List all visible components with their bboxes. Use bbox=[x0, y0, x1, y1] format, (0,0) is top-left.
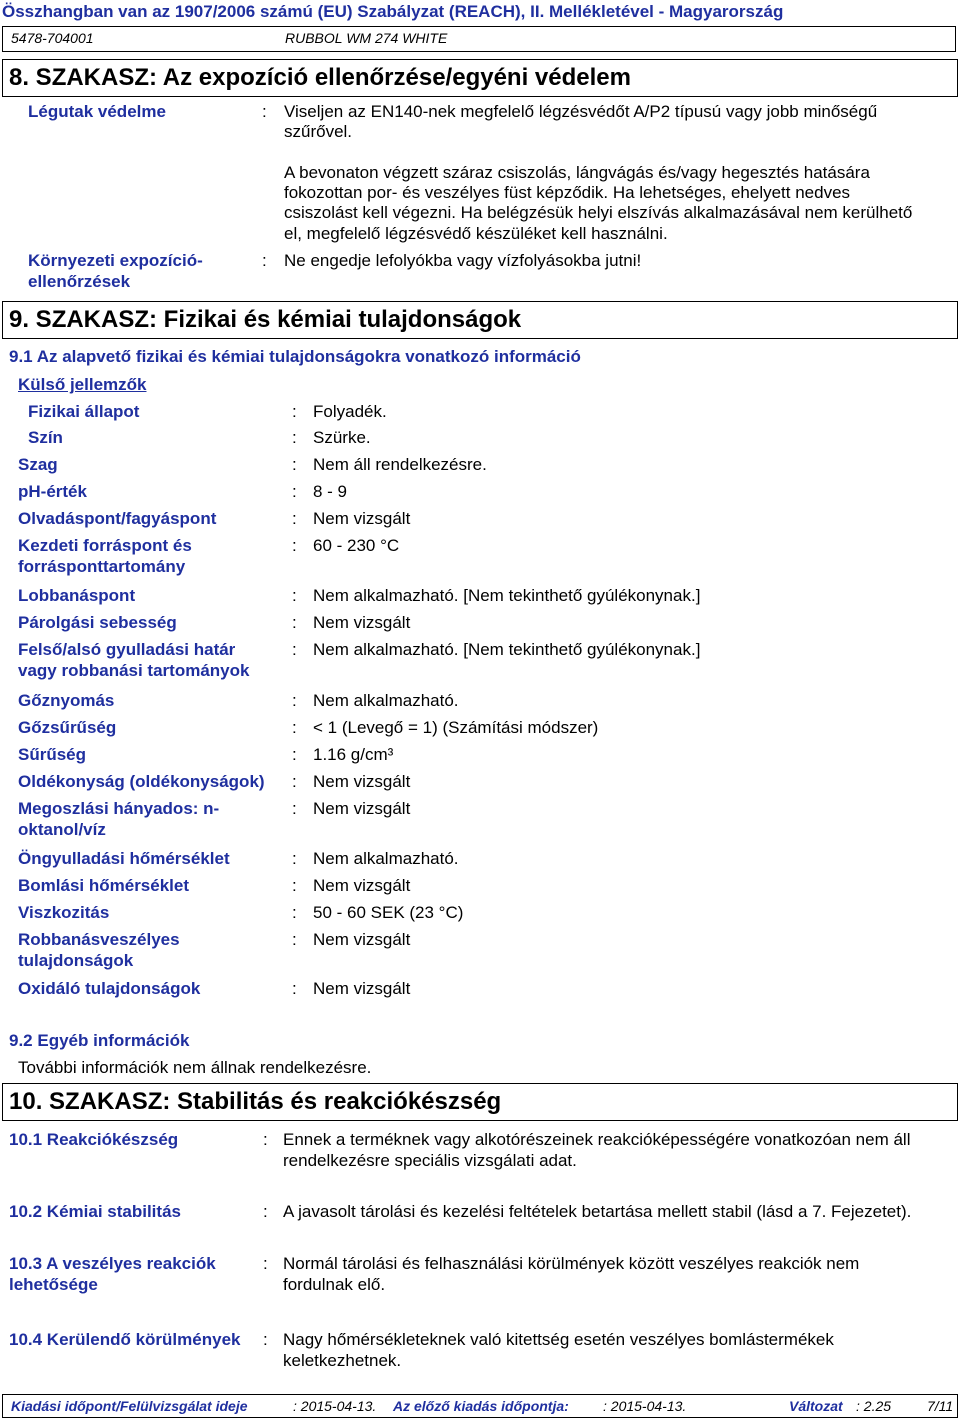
section-10-title: 10. SZAKASZ: Stabilitás és reakciókészség bbox=[9, 1088, 502, 1115]
property-value: 50 - 60 SEK (23 °C) bbox=[313, 903, 464, 922]
property-label-cont: tulajdonságok bbox=[18, 951, 134, 970]
property-value: Nem alkalmazható. bbox=[313, 849, 459, 868]
respiratory-para-4: el, megfelelő légzésvédő készüléket kell használni. bbox=[284, 224, 668, 243]
colon: : bbox=[292, 536, 297, 555]
section-10-header bbox=[2, 1083, 958, 1121]
respiratory-text-1: Viseljen az EN140-nek megfelelő légzésvédőt A/P2 típusú vagy jobb minőségű bbox=[284, 102, 878, 121]
colon: : bbox=[292, 979, 297, 998]
property-label: Kezdeti forráspont és bbox=[18, 536, 192, 555]
property-value: Nem alkalmazható. [Nem tekinthető gyúlékonynak.] bbox=[313, 586, 701, 605]
previous-date-label: Az előző kiadás időpontja: bbox=[393, 1398, 569, 1414]
env-label-2: ellenőrzések bbox=[28, 272, 131, 291]
colon: : bbox=[292, 745, 297, 764]
colon: : bbox=[263, 1202, 268, 1221]
property-label: Bomlási hőmérséklet bbox=[18, 876, 190, 895]
section-8-header bbox=[2, 59, 958, 97]
respiratory-para-2: fokozottan por- és veszélyes füst képződik. Ha lehetséges, ehelyett nedves bbox=[284, 183, 851, 202]
property-label: Olvadáspont/fagyáspont bbox=[18, 509, 217, 528]
property-label: Gőznyomás bbox=[18, 691, 115, 710]
stability-value: Nagy hőmérsékleteknek való kitettség esetén veszélyes bomlástermékek bbox=[283, 1330, 834, 1349]
respiratory-para-1: A bevonaton végzett száraz csiszolás, lángvágás és/vagy hegesztés hatására bbox=[284, 163, 870, 182]
property-label: pH-érték bbox=[18, 482, 87, 501]
property-label-cont: vagy robbanási tartományok bbox=[18, 661, 250, 680]
issue-date-label: Kiadási időpont/Felülvizsgálat ideje bbox=[11, 1398, 248, 1414]
property-value: 8 - 9 bbox=[313, 482, 348, 501]
product-code: 5478-704001 bbox=[11, 30, 94, 46]
property-label: Szín bbox=[28, 428, 63, 447]
colon: : bbox=[292, 903, 297, 922]
product-header-box bbox=[2, 26, 956, 52]
section-9-title: 9. SZAKASZ: Fizikai és kémiai tulajdonságok bbox=[9, 306, 522, 333]
property-value: Nem alkalmazható. [Nem tekinthető gyúlékonynak.] bbox=[313, 640, 701, 659]
property-value: Szürke. bbox=[313, 428, 371, 447]
property-value: Nem áll rendelkezésre. bbox=[313, 455, 487, 474]
property-value: Nem vizsgált bbox=[313, 772, 411, 791]
property-label: Oldékonyság (oldékonyságok) bbox=[18, 772, 265, 791]
colon: : bbox=[292, 849, 297, 868]
property-value: Nem vizsgált bbox=[313, 979, 411, 998]
colon: : bbox=[292, 402, 297, 421]
colon: : bbox=[292, 718, 297, 737]
product-name: RUBBOL WM 274 WHITE bbox=[285, 30, 448, 46]
property-label: Viszkozitás bbox=[18, 903, 110, 922]
colon: : bbox=[292, 613, 297, 632]
colon: : bbox=[292, 428, 297, 447]
issue-date-value: : 2015-04-13. bbox=[293, 1398, 377, 1414]
property-label: Oxidáló tulajdonságok bbox=[18, 979, 201, 998]
stability-value: A javasolt tárolási és kezelési feltételek betartása mellett stabil (lásd a 7. Fejezetet). bbox=[283, 1202, 912, 1221]
colon: : bbox=[263, 1130, 268, 1149]
property-value: Nem alkalmazható. bbox=[313, 691, 459, 710]
property-label: Öngyulladási hőmérséklet bbox=[18, 849, 230, 868]
property-label: Felső/alsó gyulladási határ bbox=[18, 640, 236, 659]
property-label: Lobbanáspont bbox=[18, 586, 136, 605]
footer-box bbox=[2, 1394, 958, 1418]
subsection-9-1: 9.1 Az alapvető fizikai és kémiai tulajdonságokra vonatkozó információ bbox=[9, 347, 581, 366]
document-title: Összhangban van az 1907/2006 számú (EU) Szabályzat (REACH), II. Mellékletével - Magyarország bbox=[2, 2, 784, 21]
property-label: Párolgási sebesség bbox=[18, 613, 177, 632]
stability-value-cont: rendelkezésre speciális vizsgálati adat. bbox=[283, 1151, 577, 1170]
respiratory-text-2: szűrővel. bbox=[284, 122, 353, 141]
previous-date-value: : 2015-04-13. bbox=[603, 1398, 687, 1414]
section-9-header bbox=[2, 301, 958, 339]
stability-value-cont: keletkezhetnek. bbox=[283, 1351, 402, 1370]
stability-label: 10.3 A veszélyes reakciók bbox=[9, 1254, 216, 1273]
stability-label: 10.1 Reakciókészség bbox=[9, 1130, 179, 1149]
subsection-9-2: 9.2 Egyéb információk bbox=[9, 1031, 190, 1050]
section-8-title: 8. SZAKASZ: Az expozíció ellenőrzése/egyéni védelem bbox=[9, 64, 631, 91]
other-info-text: További információk nem állnak rendelkezésre. bbox=[18, 1058, 372, 1077]
colon: : bbox=[263, 1330, 268, 1349]
colon: : bbox=[292, 640, 297, 659]
property-value: Nem vizsgált bbox=[313, 876, 411, 895]
stability-label: 10.4 Kerülendő körülmények bbox=[9, 1330, 241, 1349]
property-value: 1.16 g/cm³ bbox=[313, 745, 394, 764]
stability-value: Normál tárolási és felhasználási körülmények között veszélyes reakciók nem bbox=[283, 1254, 860, 1273]
colon: : bbox=[292, 876, 297, 895]
property-label: Szag bbox=[18, 455, 58, 474]
version-value: : 2.25 bbox=[856, 1398, 892, 1414]
respiratory-para-3: csiszolást kell végezni. Ha belégzésük helyi elszívás alkalmazásával nem kerülhető bbox=[284, 203, 913, 222]
stability-value: Ennek a terméknek vagy alkotórészeinek reakcióképességére vonatkozóan nem áll bbox=[283, 1130, 911, 1149]
property-value: Nem vizsgált bbox=[313, 799, 411, 818]
property-value: Nem vizsgált bbox=[313, 930, 411, 949]
property-label: Megoszlási hányados: n- bbox=[18, 799, 220, 818]
colon: : bbox=[263, 1254, 268, 1273]
property-label: Fizikai állapot bbox=[28, 402, 140, 421]
property-value: Nem vizsgált bbox=[313, 613, 411, 632]
colon: : bbox=[292, 930, 297, 949]
stability-label-cont: lehetősége bbox=[9, 1275, 98, 1294]
colon: : bbox=[292, 509, 297, 528]
colon: : bbox=[292, 482, 297, 501]
property-value: Folyadék. bbox=[313, 402, 387, 421]
stability-label: 10.2 Kémiai stabilitás bbox=[9, 1202, 181, 1221]
property-label: Robbanásveszélyes bbox=[18, 930, 180, 949]
colon: : bbox=[292, 586, 297, 605]
property-value: 60 - 230 °C bbox=[313, 536, 400, 555]
colon: : bbox=[292, 772, 297, 791]
page-number: 7/11 bbox=[927, 1398, 954, 1414]
env-label-1: Környezeti expozíció- bbox=[28, 251, 203, 270]
property-value: < 1 (Levegő = 1) (Számítási módszer) bbox=[313, 718, 599, 737]
appearance-heading: Külső jellemzők bbox=[18, 375, 147, 394]
respiratory-label: Légutak védelme bbox=[28, 102, 166, 121]
colon: : bbox=[292, 691, 297, 710]
property-label-cont: oktanol/víz bbox=[18, 820, 106, 839]
property-value: Nem vizsgált bbox=[313, 509, 411, 528]
property-label: Gőzsűrűség bbox=[18, 718, 117, 737]
colon: : bbox=[262, 102, 267, 121]
property-label-cont: forrásponttartomány bbox=[18, 557, 186, 576]
colon: : bbox=[292, 799, 297, 818]
stability-value-cont: fordulnak elő. bbox=[283, 1275, 386, 1294]
env-text: Ne engedje lefolyókba vagy vízfolyásokba jutni! bbox=[284, 251, 642, 270]
property-label: Sűrűség bbox=[18, 745, 87, 764]
version-label: Változat bbox=[789, 1398, 843, 1414]
colon: : bbox=[262, 251, 267, 270]
colon: : bbox=[292, 455, 297, 474]
